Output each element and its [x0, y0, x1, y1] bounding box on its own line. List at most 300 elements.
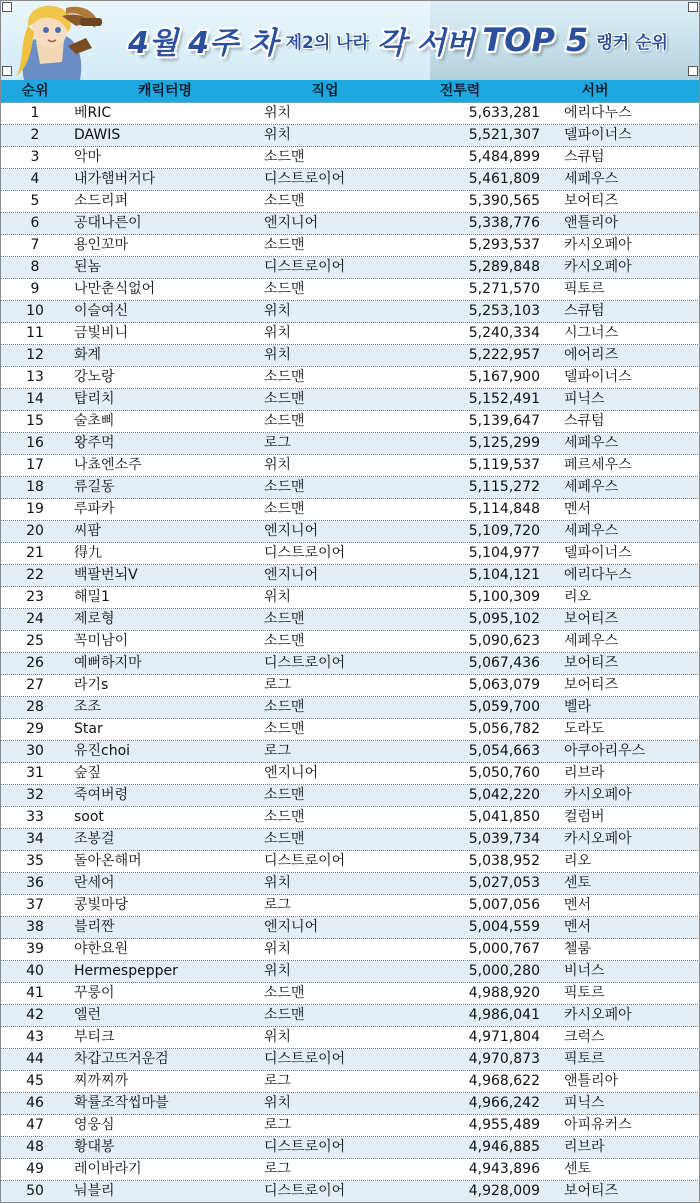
- rank-cell: 9: [30, 281, 40, 297]
- server-cell: 카시오페아: [564, 831, 632, 847]
- rank-cell: 34: [26, 831, 44, 847]
- header-class: 직업: [311, 83, 339, 99]
- rank-cell: 40: [26, 963, 44, 979]
- class-cell: 로그: [264, 435, 292, 451]
- character-name-cell: 콩빛마당: [74, 897, 129, 913]
- rank-cell: 10: [26, 303, 44, 319]
- combat-power-cell: 5,338,776: [468, 215, 540, 231]
- rank-cell: 30: [26, 743, 44, 759]
- table-row: [0, 455, 700, 477]
- rank-cell: 26: [26, 655, 44, 671]
- class-cell: 디스트로이어: [264, 1051, 346, 1067]
- combat-power-cell: 5,139,647: [468, 413, 540, 429]
- table-row: [0, 653, 700, 675]
- server-cell: 센토: [564, 875, 592, 891]
- character-name-cell: 나만춘식없어: [74, 281, 156, 297]
- class-cell: 소드맨: [264, 149, 305, 165]
- combat-power-cell: 5,484,899: [468, 149, 540, 165]
- combat-power-cell: 5,050,760: [468, 765, 540, 781]
- rank-cell: 36: [26, 875, 44, 891]
- combat-power-cell: 5,253,103: [468, 303, 540, 319]
- combat-power-cell: 5,152,491: [468, 391, 540, 407]
- table-row: [0, 851, 700, 873]
- combat-power-cell: 5,119,537: [468, 457, 540, 473]
- table-row: [0, 345, 700, 367]
- server-cell: 세페우스: [564, 479, 619, 495]
- rank-cell: 16: [26, 435, 44, 451]
- table-row: [0, 147, 700, 169]
- rank-cell: 38: [26, 919, 44, 935]
- server-cell: 센토: [564, 1161, 592, 1177]
- character-name-cell: 눠블리: [74, 1183, 115, 1199]
- combat-power-cell: 5,222,957: [468, 347, 540, 363]
- rank-cell: 41: [26, 985, 44, 1001]
- combat-power-cell: 5,000,767: [468, 941, 540, 957]
- character-name-cell: 왕주먹: [74, 435, 115, 451]
- character-name-cell: 탑리치: [74, 391, 115, 407]
- ranking-table: [0, 103, 700, 1203]
- class-cell: 디스트로이어: [264, 545, 346, 561]
- table-row: [0, 477, 700, 499]
- combat-power-cell: 5,167,900: [468, 369, 540, 385]
- table-row: [0, 301, 700, 323]
- server-cell: 멘서: [564, 501, 592, 517]
- class-cell: 소드맨: [264, 193, 305, 209]
- server-cell: 에리다누스: [564, 567, 632, 583]
- combat-power-cell: 5,633,281: [468, 105, 540, 121]
- server-cell: 에어리즈: [564, 347, 619, 363]
- rank-cell: 13: [26, 369, 44, 385]
- character-name-cell: 꾸룽이: [74, 985, 115, 1001]
- rank-cell: 17: [26, 457, 44, 473]
- class-cell: 엔지니어: [264, 765, 319, 781]
- table-row: [0, 741, 700, 763]
- combat-power-cell: 5,027,053: [468, 875, 540, 891]
- server-cell: 앤틀리아: [564, 215, 619, 231]
- server-cell: 카시오페아: [564, 237, 632, 253]
- server-cell: 아쿠아리우스: [564, 743, 646, 759]
- character-name-cell: 나쵸엔소주: [74, 457, 142, 473]
- rank-cell: 50: [26, 1183, 44, 1199]
- combat-power-cell: 5,521,307: [468, 127, 540, 143]
- rank-cell: 47: [26, 1117, 44, 1133]
- character-name-cell: 악마: [74, 149, 102, 165]
- character-name-cell: 술초삐: [74, 413, 115, 429]
- class-cell: 소드맨: [264, 611, 305, 627]
- server-cell: 피닉스: [564, 391, 605, 407]
- class-cell: 소드맨: [264, 501, 305, 517]
- rank-cell: 39: [26, 941, 44, 957]
- class-cell: 위치: [264, 105, 292, 121]
- server-cell: 보어티즈: [564, 677, 619, 693]
- server-cell: 세페우스: [564, 523, 619, 539]
- combat-power-cell: 4,970,873: [468, 1051, 540, 1067]
- table-row: [0, 1005, 700, 1027]
- table-row: [0, 587, 700, 609]
- server-cell: 픽토르: [564, 985, 605, 1001]
- combat-power-cell: 5,039,734: [468, 831, 540, 847]
- rank-cell: 43: [26, 1029, 44, 1045]
- table-row: [0, 1137, 700, 1159]
- server-cell: 스큐텀: [564, 303, 605, 319]
- banner-title: [128, 12, 684, 68]
- class-cell: 소드맨: [264, 479, 305, 495]
- table-row: [0, 1049, 700, 1071]
- rank-cell: 5: [30, 193, 40, 209]
- rank-cell: 31: [26, 765, 44, 781]
- character-name-cell: 죽여버령: [74, 787, 129, 803]
- table-row: [0, 521, 700, 543]
- table-row: [0, 829, 700, 851]
- class-cell: 위치: [264, 347, 292, 363]
- character-name-cell: 영웅심: [74, 1117, 115, 1133]
- character-name-cell: 해밀1: [74, 589, 110, 605]
- table-row: [0, 367, 700, 389]
- class-cell: 위치: [264, 875, 292, 891]
- character-name-cell: 숲짚: [74, 765, 102, 781]
- combat-power-cell: 5,042,220: [468, 787, 540, 803]
- class-cell: 위치: [264, 589, 292, 605]
- character-name-cell: 꼭미남이: [74, 633, 129, 649]
- table-row: [0, 565, 700, 587]
- table-row: [0, 719, 700, 741]
- table-row: [0, 499, 700, 521]
- combat-power-cell: 5,289,848: [468, 259, 540, 275]
- class-cell: 소드맨: [264, 369, 305, 385]
- combat-power-cell: 4,971,804: [468, 1029, 540, 1045]
- class-cell: 소드맨: [264, 1007, 305, 1023]
- class-cell: 위치: [264, 127, 292, 143]
- table-row: [0, 389, 700, 411]
- server-cell: 멘서: [564, 897, 592, 913]
- server-cell: 세페우스: [564, 435, 619, 451]
- table-row: [0, 961, 700, 983]
- class-cell: 로그: [264, 1117, 292, 1133]
- class-cell: 엔지니어: [264, 215, 319, 231]
- rank-cell: 24: [26, 611, 44, 627]
- rank-cell: 12: [26, 347, 44, 363]
- table-row: [0, 433, 700, 455]
- header-combat-power: 전투력: [439, 83, 481, 99]
- table-row: [0, 103, 700, 125]
- server-cell: 보어티즈: [564, 193, 619, 209]
- character-name-cell: 공대나른이: [74, 215, 142, 231]
- banner-top5: TOP 5: [482, 21, 589, 59]
- combat-power-cell: 4,988,920: [468, 985, 540, 1001]
- rank-cell: 21: [26, 545, 44, 561]
- rank-cell: 4: [30, 171, 40, 187]
- combat-power-cell: 4,966,242: [468, 1095, 540, 1111]
- rank-cell: 49: [26, 1161, 44, 1177]
- frame-corner-handle: [688, 2, 698, 12]
- server-cell: 리오: [564, 853, 592, 869]
- banner-server-text: 각 서버: [377, 26, 475, 61]
- character-name-cell: Star: [74, 721, 103, 737]
- rank-cell: 6: [30, 215, 40, 231]
- table-row: [0, 543, 700, 565]
- class-cell: 디스트로이어: [264, 171, 346, 187]
- table-row: [0, 697, 700, 719]
- combat-power-cell: 5,000,280: [468, 963, 540, 979]
- table-row: [0, 1071, 700, 1093]
- class-cell: 소드맨: [264, 809, 305, 825]
- banner-ranker-text: 랭커 순위: [596, 32, 668, 53]
- rank-cell: 29: [26, 721, 44, 737]
- rank-cell: 42: [26, 1007, 44, 1023]
- header-server: 서버: [581, 83, 609, 99]
- character-name-cell: 부티크: [74, 1029, 115, 1045]
- combat-power-cell: 4,968,622: [468, 1073, 540, 1089]
- server-cell: 도라도: [564, 721, 605, 737]
- character-name-cell: 화계: [74, 347, 102, 363]
- character-name-cell: 제로형: [74, 611, 115, 627]
- server-cell: 시그너스: [564, 325, 619, 341]
- class-cell: 위치: [264, 1029, 292, 1045]
- server-cell: 리오: [564, 589, 592, 605]
- table-row: [0, 257, 700, 279]
- rank-cell: 46: [26, 1095, 44, 1111]
- class-cell: 소드맨: [264, 237, 305, 253]
- table-row: [0, 1093, 700, 1115]
- combat-power-cell: 5,095,102: [468, 611, 540, 627]
- server-cell: 픽토르: [564, 281, 605, 297]
- rank-cell: 22: [26, 567, 44, 583]
- header-character-name: 캐릭터명: [137, 83, 193, 99]
- frame-corner-handle: [2, 66, 12, 76]
- class-cell: 디스트로이어: [264, 1183, 346, 1199]
- character-name-cell: 예뻐하지마: [74, 655, 142, 671]
- class-cell: 엔지니어: [264, 523, 319, 539]
- combat-power-cell: 4,928,009: [468, 1183, 540, 1199]
- character-name-cell: 돌아온해머: [74, 853, 142, 869]
- server-cell: 아피유커스: [564, 1117, 632, 1133]
- character-name-cell: 블리짠: [74, 919, 115, 935]
- rank-cell: 32: [26, 787, 44, 803]
- rank-cell: 1: [30, 105, 40, 121]
- class-cell: 소드맨: [264, 831, 305, 847]
- server-cell: 에리다누스: [564, 105, 632, 121]
- character-name-cell: 류길동: [74, 479, 115, 495]
- banner: [0, 0, 700, 81]
- class-cell: 로그: [264, 897, 292, 913]
- combat-power-cell: 5,100,309: [468, 589, 540, 605]
- header-rank: 순위: [21, 83, 49, 99]
- character-name-cell: 레이바라기: [74, 1161, 142, 1177]
- character-name-cell: 씨팜: [74, 523, 102, 539]
- character-name-cell: 용인꼬마: [74, 237, 129, 253]
- table-row: [0, 917, 700, 939]
- rank-cell: 33: [26, 809, 44, 825]
- rank-cell: 45: [26, 1073, 44, 1089]
- combat-power-cell: 5,054,663: [468, 743, 540, 759]
- rank-cell: 35: [26, 853, 44, 869]
- character-name-cell: 내가햄버거다: [74, 171, 156, 187]
- rank-cell: 7: [30, 237, 40, 253]
- rank-cell: 19: [26, 501, 44, 517]
- table-row: [0, 631, 700, 653]
- table-row: [0, 213, 700, 235]
- server-cell: 보어티즈: [564, 1183, 619, 1199]
- class-cell: 엔지니어: [264, 919, 319, 935]
- table-row: [0, 279, 700, 301]
- combat-power-cell: 4,946,885: [468, 1139, 540, 1155]
- class-cell: 소드맨: [264, 391, 305, 407]
- table-header: [0, 80, 700, 103]
- table-row: [0, 895, 700, 917]
- combat-power-cell: 5,063,079: [468, 677, 540, 693]
- combat-power-cell: 5,271,570: [468, 281, 540, 297]
- table-row: [0, 125, 700, 147]
- rank-cell: 28: [26, 699, 44, 715]
- table-row: [0, 411, 700, 433]
- class-cell: 디스트로이어: [264, 853, 346, 869]
- combat-power-cell: 5,390,565: [468, 193, 540, 209]
- character-name-cell: 차갑고뜨거운검: [74, 1051, 169, 1067]
- class-cell: 디스트로이어: [264, 655, 346, 671]
- server-cell: 컬럼버: [564, 809, 605, 825]
- class-cell: 로그: [264, 1161, 292, 1177]
- combat-power-cell: 5,059,700: [468, 699, 540, 715]
- character-name-cell: 백팔번뇌V: [74, 567, 138, 583]
- combat-power-cell: 5,007,056: [468, 897, 540, 913]
- rank-cell: 48: [26, 1139, 44, 1155]
- character-name-cell: 강노랑: [74, 369, 115, 385]
- character-name-cell: soot: [74, 809, 104, 825]
- server-cell: 비너스: [564, 963, 605, 979]
- character-name-cell: 란세어: [74, 875, 115, 891]
- character-name-cell: 유진choi: [74, 743, 131, 759]
- combat-power-cell: 5,104,977: [468, 545, 540, 561]
- combat-power-cell: 5,090,623: [468, 633, 540, 649]
- character-name-cell: 조조: [74, 699, 102, 715]
- table-row: [0, 983, 700, 1005]
- character-name-cell: 조봉걸: [74, 831, 115, 847]
- class-cell: 위치: [264, 325, 292, 341]
- table-row: [0, 1115, 700, 1137]
- table-row: [0, 807, 700, 829]
- character-name-cell: DAWIS: [74, 127, 121, 143]
- server-cell: 크럭스: [564, 1029, 605, 1045]
- rank-cell: 27: [26, 677, 44, 693]
- combat-power-cell: 4,955,489: [468, 1117, 540, 1133]
- character-name-cell: 황대봉: [74, 1139, 115, 1155]
- table-row: [0, 323, 700, 345]
- character-name-cell: 확률조작씹마블: [74, 1095, 169, 1111]
- server-cell: 스큐텀: [564, 149, 605, 165]
- combat-power-cell: 4,943,896: [468, 1161, 540, 1177]
- rank-cell: 37: [26, 897, 44, 913]
- character-portrait-icon: [6, 2, 118, 80]
- combat-power-cell: 5,109,720: [468, 523, 540, 539]
- server-cell: 첼룸: [564, 941, 592, 957]
- table-row: [0, 675, 700, 697]
- rank-cell: 14: [26, 391, 44, 407]
- table-row: [0, 1181, 700, 1203]
- server-cell: 델파이너스: [564, 127, 632, 143]
- server-cell: 델파이너스: [564, 369, 632, 385]
- server-cell: 카시오페아: [564, 787, 632, 803]
- rank-cell: 23: [26, 589, 44, 605]
- server-cell: 픽토르: [564, 1051, 605, 1067]
- class-cell: 소드맨: [264, 699, 305, 715]
- server-cell: 세페우스: [564, 171, 619, 187]
- character-name-cell: 찌까찌까: [74, 1073, 129, 1089]
- class-cell: 소드맨: [264, 413, 305, 429]
- table-row: [0, 763, 700, 785]
- class-cell: 소드맨: [264, 633, 305, 649]
- server-cell: 세페우스: [564, 633, 619, 649]
- class-cell: 위치: [264, 457, 292, 473]
- server-cell: 페르세우스: [564, 457, 632, 473]
- server-cell: 리브라: [564, 1139, 605, 1155]
- rank-cell: 8: [30, 259, 40, 275]
- combat-power-cell: 5,125,299: [468, 435, 540, 451]
- class-cell: 위치: [264, 1095, 292, 1111]
- class-cell: 엔지니어: [264, 567, 319, 583]
- rank-cell: 3: [30, 149, 40, 165]
- class-cell: 디스트로이어: [264, 1139, 346, 1155]
- combat-power-cell: 5,240,334: [468, 325, 540, 341]
- frame-corner-handle: [688, 66, 698, 76]
- frame-corner-handle: [2, 2, 12, 12]
- character-name-cell: 라기s: [74, 677, 109, 693]
- server-cell: 델파이너스: [564, 545, 632, 561]
- server-cell: 스큐텀: [564, 413, 605, 429]
- character-name-cell: Hermespepper: [74, 963, 178, 979]
- class-cell: 로그: [264, 1073, 292, 1089]
- rank-cell: 2: [30, 127, 40, 143]
- character-name-cell: 得九: [74, 545, 102, 561]
- character-name-cell: 엘런: [74, 1007, 102, 1023]
- class-cell: 소드맨: [264, 985, 305, 1001]
- combat-power-cell: 5,056,782: [468, 721, 540, 737]
- rank-cell: 15: [26, 413, 44, 429]
- combat-power-cell: 5,067,436: [468, 655, 540, 671]
- table-row: [0, 1159, 700, 1181]
- class-cell: 로그: [264, 743, 292, 759]
- class-cell: 소드맨: [264, 281, 305, 297]
- character-name-cell: 소드리퍼: [74, 193, 129, 209]
- combat-power-cell: 5,041,850: [468, 809, 540, 825]
- combat-power-cell: 5,461,809: [468, 171, 540, 187]
- class-cell: 로그: [264, 677, 292, 693]
- rank-cell: 11: [26, 325, 44, 341]
- server-cell: 리브라: [564, 765, 605, 781]
- class-cell: 소드맨: [264, 787, 305, 803]
- table-row: [0, 609, 700, 631]
- rank-cell: 44: [26, 1051, 44, 1067]
- rank-cell: 20: [26, 523, 44, 539]
- server-cell: 카시오페아: [564, 259, 632, 275]
- server-cell: 앤틀리아: [564, 1073, 619, 1089]
- table-row: [0, 939, 700, 961]
- character-name-cell: 루파카: [74, 501, 115, 517]
- character-name-cell: 금빛비니: [74, 325, 129, 341]
- class-cell: 디스트로이어: [264, 259, 346, 275]
- combat-power-cell: 5,104,121: [468, 567, 540, 583]
- server-cell: 피닉스: [564, 1095, 605, 1111]
- server-cell: 카시오페아: [564, 1007, 632, 1023]
- combat-power-cell: 5,038,952: [468, 853, 540, 869]
- combat-power-cell: 4,986,041: [468, 1007, 540, 1023]
- table-row: [0, 785, 700, 807]
- table-row: [0, 235, 700, 257]
- rank-cell: 18: [26, 479, 44, 495]
- character-name-cell: 베RIC: [74, 105, 112, 121]
- table-row: [0, 191, 700, 213]
- banner-game-name: 제2의 나라: [285, 32, 370, 53]
- character-name-cell: 이슬여신: [74, 303, 129, 319]
